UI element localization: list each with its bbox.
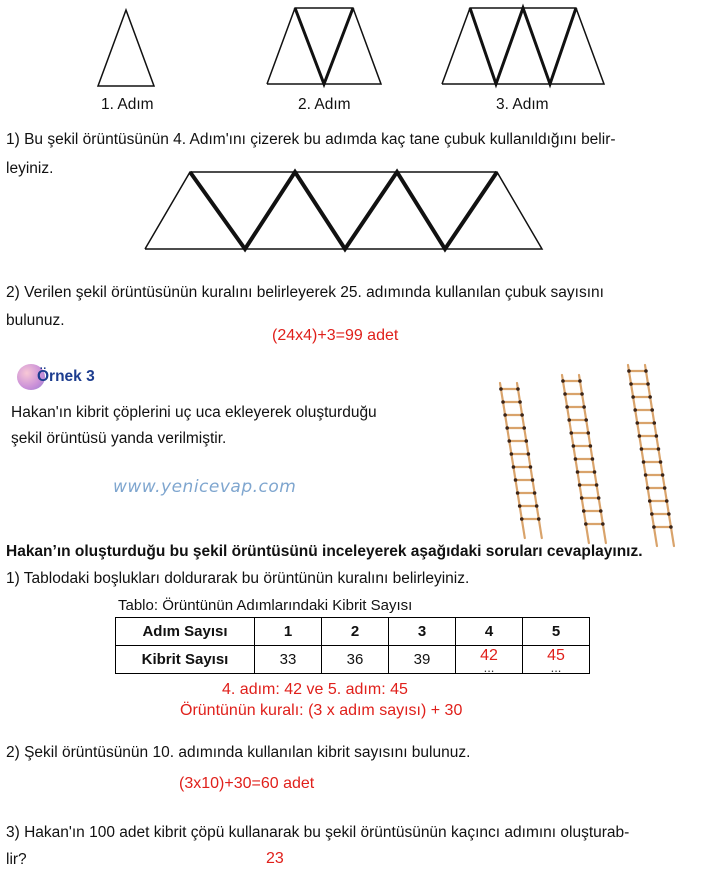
q2-line2: bulunuz. (6, 312, 65, 329)
step-2-figure (265, 6, 385, 86)
blank-dots: ... (550, 660, 562, 675)
match-head (646, 486, 650, 490)
match-head (520, 517, 524, 521)
match-head (518, 504, 522, 508)
p3-line2: lir? (6, 851, 27, 868)
match-head (578, 379, 582, 383)
match-head (591, 457, 595, 461)
match-head (567, 418, 571, 422)
match-head (499, 387, 503, 391)
match-head (652, 421, 656, 425)
match-head (584, 522, 588, 526)
match-head (627, 369, 631, 373)
match-head (601, 522, 605, 526)
match-head (595, 483, 599, 487)
step-3-figure (440, 6, 610, 86)
step-cell: 2 (322, 618, 389, 646)
match-head (563, 392, 567, 396)
match-head (667, 512, 671, 516)
instruction: Hakan’ın oluşturduğu bu şekil örüntüsünü inceleyerek aşağıdaki soruları cevaplayınız. (6, 543, 643, 560)
match-head (652, 525, 656, 529)
match-head (561, 379, 565, 383)
match-head (663, 486, 667, 490)
match-head (648, 499, 652, 503)
match-head (572, 444, 576, 448)
p3-line1: 3) Hakan'ın 100 adet kibrit çöpü kullanarak bu şekil örüntüsünün kaçıncı adımını oluşturab- (6, 824, 630, 841)
match-head (522, 426, 526, 430)
match-head (535, 504, 539, 508)
match-head (529, 465, 533, 469)
match-head (586, 431, 590, 435)
example-line1: Hakan'ın kibrit çöplerini uç uca ekleyerek oluşturduğu (11, 404, 377, 421)
match-head (635, 421, 639, 425)
p1-answer-line2: Örüntünün kuralı: (3 x adım sayısı) + 30 (180, 702, 463, 719)
match-head (514, 478, 518, 482)
table-caption: Tablo: Örüntünün Adımlarındaki Kibrit Sayısı (118, 597, 413, 614)
match-head (578, 483, 582, 487)
example-line2: şekil örüntüsü yanda verilmiştir. (11, 430, 227, 447)
match-head (582, 509, 586, 513)
match-head (576, 470, 580, 474)
match-head (531, 478, 535, 482)
match-head (527, 452, 531, 456)
match-head (569, 431, 573, 435)
step-cell: 4 (456, 618, 523, 646)
match-head (650, 408, 654, 412)
p2-answer: (3x10)+30=60 adet (179, 775, 315, 792)
match-head (580, 496, 584, 500)
match-head (574, 457, 578, 461)
answer-step-5: 45 (547, 646, 565, 664)
step-cell: 5 (523, 618, 590, 646)
match-head (520, 413, 524, 417)
ladder-rail (645, 365, 674, 546)
count-cell-answer (523, 646, 590, 674)
match-head (533, 491, 537, 495)
matchstick-ladders (480, 355, 700, 540)
step-1-label: 1. Adım (101, 96, 154, 113)
match-head (524, 439, 528, 443)
p3-answer: 23 (266, 850, 284, 867)
example-badge (17, 362, 119, 394)
q2-line1: 2) Verilen şekil örüntüsünün kuralını belirleyerek 25. adımında kullanılan çubuk sayısını (6, 284, 604, 301)
example-title: Örnek 3 (37, 368, 95, 385)
match-head (640, 447, 644, 451)
step-4-figure (140, 168, 550, 254)
match-head (650, 512, 654, 516)
match-table (115, 617, 590, 674)
match-head (584, 418, 588, 422)
match-head (503, 413, 507, 417)
match-head (507, 439, 511, 443)
match-head (655, 434, 659, 438)
q2-answer: (24x4)+3=99 adet (272, 327, 399, 344)
step-3-label: 3. Adım (496, 96, 549, 113)
step-2-label: 2. Adım (298, 96, 351, 113)
match-head (644, 369, 648, 373)
match-head (659, 460, 663, 464)
row1-header: Adım Sayısı (116, 618, 255, 646)
blank-dots: ... (483, 660, 495, 675)
count-cell: 39 (389, 646, 456, 674)
step-cell: 1 (255, 618, 322, 646)
answer-step-4: 42 (480, 646, 498, 664)
match-head (648, 395, 652, 399)
match-head (582, 405, 586, 409)
match-head (510, 452, 514, 456)
match-head (518, 400, 522, 404)
table-row (116, 618, 590, 646)
match-head (631, 395, 635, 399)
match-head (644, 473, 648, 477)
match-head (599, 509, 603, 513)
p1-text: 1) Tablodaki boşlukları doldurarak bu örüntünün kuralını belirleyiniz. (6, 570, 470, 587)
row2-header: Kibrit Sayısı (116, 646, 255, 674)
match-head (537, 517, 541, 521)
match-head (516, 491, 520, 495)
match-head (589, 444, 593, 448)
match-head (565, 405, 569, 409)
match-head (665, 499, 669, 503)
p2-text: 2) Şekil örüntüsünün 10. adımında kullanılan kibrit sayısını bulunuz. (6, 744, 471, 761)
match-head (638, 434, 642, 438)
match-head (593, 470, 597, 474)
match-head (580, 392, 584, 396)
match-head (657, 447, 661, 451)
match-head (516, 387, 520, 391)
match-head (501, 400, 505, 404)
match-head (646, 382, 650, 386)
count-cell: 36 (322, 646, 389, 674)
count-cell: 33 (255, 646, 322, 674)
step-cell: 3 (389, 618, 456, 646)
table-row (116, 646, 590, 674)
step-1-figure (96, 8, 156, 88)
count-cell-answer (456, 646, 523, 674)
q1-line1: 1) Bu şekil örüntüsünün 4. Adım'ını çizerek bu adımda kaç tane çubuk kullanıldığını belir- (6, 131, 616, 148)
match-head (661, 473, 665, 477)
p1-answer-line1: 4. adım: 42 ve 5. adım: 45 (222, 681, 408, 698)
match-head (633, 408, 637, 412)
match-head (512, 465, 516, 469)
match-head (629, 382, 633, 386)
watermark: www.yenicevap.com (113, 477, 297, 497)
match-head (642, 460, 646, 464)
match-head (669, 525, 673, 529)
match-head (505, 426, 509, 430)
ladder-rail (628, 365, 657, 546)
match-head (597, 496, 601, 500)
q1-line2: leyiniz. (6, 160, 54, 177)
